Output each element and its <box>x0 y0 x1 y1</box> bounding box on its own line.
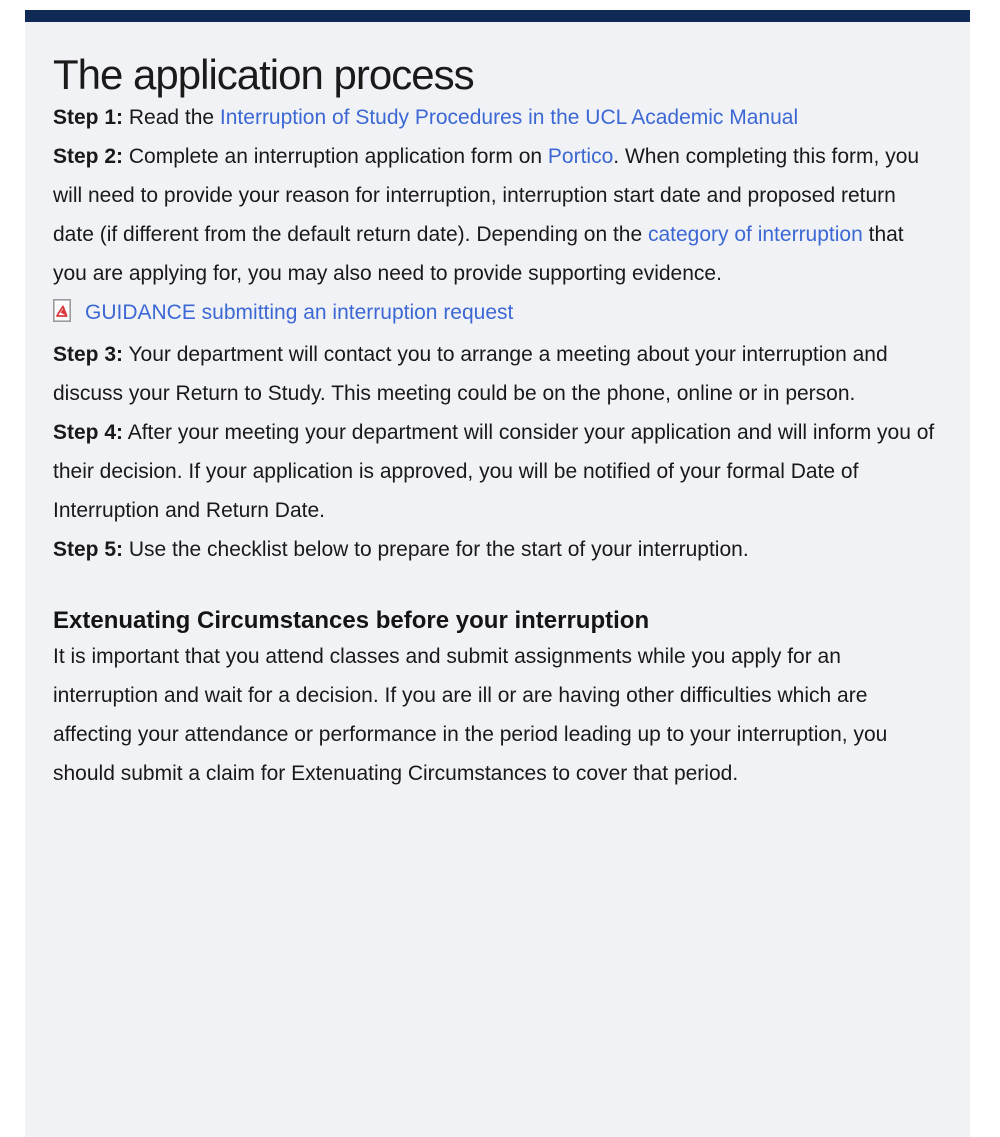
step-4-label: Step 4: <box>53 421 124 444</box>
extenuating-circumstances-paragraph: It is important that you attend classes and submit assignments while you apply for an interruption and wait for a decision. If you are ill or are having other difficulties which are affecting your attendance or performance in the period leading up to your interruption, you should submit a claim for Extenuating Circumstances to cover that period. <box>53 645 888 785</box>
step-2-text-1: Complete an interruption application form on <box>123 145 548 168</box>
step-5-text: Use the checklist below to prepare for the start of your interruption. <box>123 538 749 561</box>
academic-manual-link[interactable]: Interruption of Study Procedures in the UCL Academic Manual <box>219 106 799 129</box>
step-1-label: Step 1: <box>53 106 124 129</box>
step-5-paragraph <box>53 530 942 569</box>
step-3-paragraph <box>53 335 942 413</box>
step-2-label: Step 2: <box>53 145 124 168</box>
step-4-text: After your meeting your department will consider your application and will inform you of their decision. If your application is approved, you will be notified of your formal Date of Interruption and Return Date. <box>53 421 935 522</box>
step-1-text: Read the <box>123 106 220 129</box>
guidance-pdf-link[interactable]: GUIDANCE submitting an interruption request <box>85 301 514 324</box>
step-5-label: Step 5: <box>53 538 124 561</box>
category-of-interruption-link[interactable]: category of interruption <box>647 223 863 246</box>
step-2-paragraph <box>53 137 942 293</box>
step-1-paragraph <box>53 98 942 137</box>
page-title: The application process <box>53 51 474 98</box>
pdf-file-icon <box>53 296 71 335</box>
extenuating-circumstances-heading: Extenuating Circumstances before your interruption <box>53 607 650 634</box>
guidance-link-row <box>53 293 942 335</box>
content-area <box>25 10 970 1137</box>
portico-link[interactable]: Portico <box>547 145 614 168</box>
step-2-text-2: . When completing this form, you will need to provide your reason for interruption, interruption start date and proposed return date (if different from the default return date). Depending on the <box>53 145 920 246</box>
step-3-label: Step 3: <box>53 343 124 366</box>
step-3-text: Your department will contact you to arrange a meeting about your interruption and discuss your Return to Study. This meeting could be on the phone, online or in person. <box>53 343 888 405</box>
step-2-text-3: that you are applying for, you may also need to provide supporting evidence. <box>53 223 904 285</box>
step-4-paragraph <box>53 413 942 530</box>
